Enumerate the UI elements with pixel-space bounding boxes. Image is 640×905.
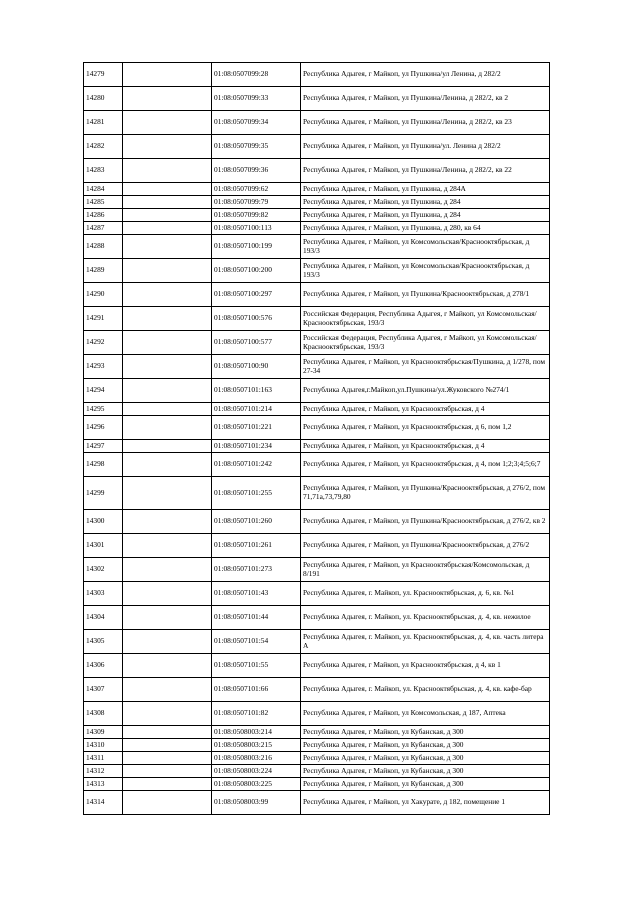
empty-cell <box>123 379 212 403</box>
document-page <box>83 62 546 815</box>
address: Республика Адыгея, г Майкоп, ул Кубанская, д 300 <box>301 726 550 739</box>
address: Республика Адыгея, г Майкоп, ул Кубанская, д 300 <box>301 778 550 791</box>
empty-cell <box>123 440 212 453</box>
table-row <box>84 222 550 235</box>
address: Республика Адыгея, г Майкоп, ул Краснооктябрьская/Пушкина, д 1/278, пом 27-34 <box>301 355 550 379</box>
empty-cell <box>123 702 212 726</box>
address: Республика Адыгея, г Майкоп, ул Краснооктябрьская, д 4 <box>301 403 550 416</box>
cadastral-number: 01:08:0507101:54 <box>212 630 301 654</box>
row-number: 14297 <box>84 440 123 453</box>
table-row <box>84 440 550 453</box>
row-number: 14303 <box>84 582 123 606</box>
table-row <box>84 752 550 765</box>
row-number: 14294 <box>84 379 123 403</box>
cadastral-number: 01:08:0507100:113 <box>212 222 301 235</box>
row-number: 14290 <box>84 283 123 307</box>
cadastral-number: 01:08:0507101:234 <box>212 440 301 453</box>
address: Республика Адыгея, г Майкоп, ул Краснооктябрьская, д 4, кв 1 <box>301 654 550 678</box>
table-row <box>84 765 550 778</box>
empty-cell <box>123 259 212 283</box>
address: Республика Адыгея, г. Майкоп, ул. Краснооктябрьская, д. 4, кв. нежилое <box>301 606 550 630</box>
cadastral-number: 01:08:0507101:82 <box>212 702 301 726</box>
cadastral-number: 01:08:0507101:55 <box>212 654 301 678</box>
cadastral-number: 01:08:0507099:62 <box>212 183 301 196</box>
table-row <box>84 477 550 510</box>
empty-cell <box>123 222 212 235</box>
table-row <box>84 355 550 379</box>
cadastral-number: 01:08:0508003:216 <box>212 752 301 765</box>
address: Республика Адыгея, г Майкоп, ул Пушкина/Ленина, д 282/2, кв 2 <box>301 87 550 111</box>
address: Республика Адыгея, г Майкоп, ул Комсомольская, д 187, Аптека <box>301 702 550 726</box>
cadastral-number: 01:08:0507101:260 <box>212 510 301 534</box>
empty-cell <box>123 87 212 111</box>
table-row <box>84 259 550 283</box>
address: Республика Адыгея, г Майкоп, ул Пушкина, д 284А <box>301 183 550 196</box>
table-row <box>84 379 550 403</box>
cadastral-number: 01:08:0507099:33 <box>212 87 301 111</box>
row-number: 14311 <box>84 752 123 765</box>
empty-cell <box>123 739 212 752</box>
cadastral-number: 01:08:0507101:242 <box>212 453 301 477</box>
empty-cell <box>123 778 212 791</box>
address: Республика Адыгея,г.Майкоп,ул.Пушкина/ул.Жуковского №274/1 <box>301 379 550 403</box>
empty-cell <box>123 678 212 702</box>
empty-cell <box>123 283 212 307</box>
table-row <box>84 678 550 702</box>
table-row <box>84 209 550 222</box>
row-number: 14282 <box>84 135 123 159</box>
row-number: 14285 <box>84 196 123 209</box>
cadastral-number: 01:08:0507101:66 <box>212 678 301 702</box>
address: Республика Адыгея, г Майкоп, ул Краснооктябрьская, д 4, пом 1;2;3;4;5;6;7 <box>301 453 550 477</box>
table-body <box>84 63 550 815</box>
address: Российская Федерация, Республика Адыгея, г Майкоп, ул Комсомольская/Краснооктябрьская, 193/3 <box>301 331 550 355</box>
table-row <box>84 403 550 416</box>
empty-cell <box>123 209 212 222</box>
cadastral-number: 01:08:0507101:43 <box>212 582 301 606</box>
empty-cell <box>123 765 212 778</box>
address: Республика Адыгея, г Майкоп, ул Пушкина/Краснооктябрьская, д 276/2 <box>301 534 550 558</box>
cadastral-number: 01:08:0507099:34 <box>212 111 301 135</box>
empty-cell <box>123 183 212 196</box>
table-row <box>84 582 550 606</box>
cadastral-number: 01:08:0507100:199 <box>212 235 301 259</box>
address: Республика Адыгея, г Майкоп, ул Пушкина/Ленина, д 282/2, кв 23 <box>301 111 550 135</box>
cadastral-number: 01:08:0507101:221 <box>212 416 301 440</box>
row-number: 14312 <box>84 765 123 778</box>
empty-cell <box>123 752 212 765</box>
row-number: 14309 <box>84 726 123 739</box>
address: Республика Адыгея, г Майкоп, ул Краснооктябрьская, д 6, пом 1,2 <box>301 416 550 440</box>
table-row <box>84 654 550 678</box>
address: Республика Адыгея, г Майкоп, ул Краснооктябрьская, д 4 <box>301 440 550 453</box>
address: Республика Адыгея, г. Майкоп, ул. Краснооктябрьская, д. 4, кв. кафе-бар <box>301 678 550 702</box>
row-number: 14302 <box>84 558 123 582</box>
table-row <box>84 606 550 630</box>
address: Республика Адыгея, г Майкоп, ул Пушкина, д 284 <box>301 209 550 222</box>
row-number: 14279 <box>84 63 123 87</box>
empty-cell <box>123 416 212 440</box>
address: Республика Адыгея, г. Майкоп, ул. Краснооктябрьская, д. 6, кв. №1 <box>301 582 550 606</box>
row-number: 14307 <box>84 678 123 702</box>
cadastral-number: 01:08:0507101:255 <box>212 477 301 510</box>
row-number: 14314 <box>84 791 123 815</box>
row-number: 14301 <box>84 534 123 558</box>
empty-cell <box>123 726 212 739</box>
row-number: 14306 <box>84 654 123 678</box>
row-number: 14291 <box>84 307 123 331</box>
cadastral-number: 01:08:0507101:273 <box>212 558 301 582</box>
empty-cell <box>123 630 212 654</box>
cadastral-number: 01:08:0507101:163 <box>212 379 301 403</box>
table-row <box>84 63 550 87</box>
row-number: 14310 <box>84 739 123 752</box>
table-row <box>84 726 550 739</box>
address: Республика Адыгея, г Майкоп, ул Кубанская, д 300 <box>301 765 550 778</box>
empty-cell <box>123 510 212 534</box>
row-number: 14295 <box>84 403 123 416</box>
cadastral-number: 01:08:0507100:576 <box>212 307 301 331</box>
table-row <box>84 111 550 135</box>
empty-cell <box>123 477 212 510</box>
empty-cell <box>123 63 212 87</box>
row-number: 14280 <box>84 87 123 111</box>
address: Республика Адыгея, г Майкоп, ул Пушкина/Краснооктябрьская, д 276/2, кв 2 <box>301 510 550 534</box>
empty-cell <box>123 534 212 558</box>
address: Республика Адыгея, г Майкоп, ул Пушкина/Ленина, д 282/2, кв 22 <box>301 159 550 183</box>
table-row <box>84 183 550 196</box>
row-number: 14292 <box>84 331 123 355</box>
table-row <box>84 702 550 726</box>
row-number: 14288 <box>84 235 123 259</box>
empty-cell <box>123 331 212 355</box>
empty-cell <box>123 111 212 135</box>
cadastral-number: 01:08:0507099:36 <box>212 159 301 183</box>
table-row <box>84 453 550 477</box>
address: Республика Адыгея, г Майкоп, ул Кубанская, д 300 <box>301 752 550 765</box>
table-row <box>84 510 550 534</box>
table-row <box>84 534 550 558</box>
empty-cell <box>123 654 212 678</box>
empty-cell <box>123 582 212 606</box>
empty-cell <box>123 159 212 183</box>
cadastral-number: 01:08:0507099:79 <box>212 196 301 209</box>
address: Республика Адыгея, г Майкоп, ул Комсомольская/Краснооктябрьская, д 193/3 <box>301 259 550 283</box>
cadastral-number: 01:08:0507100:297 <box>212 283 301 307</box>
row-number: 14296 <box>84 416 123 440</box>
row-number: 14286 <box>84 209 123 222</box>
cadastral-number: 01:08:0507101:214 <box>212 403 301 416</box>
table-row <box>84 159 550 183</box>
address: Республика Адыгея, г Майкоп, ул Пушкина/Краснооктябрьская, д 278/1 <box>301 283 550 307</box>
table-row <box>84 331 550 355</box>
cadastral-number: 01:08:0507101:44 <box>212 606 301 630</box>
table-row <box>84 196 550 209</box>
table-row <box>84 778 550 791</box>
row-number: 14289 <box>84 259 123 283</box>
empty-cell <box>123 135 212 159</box>
table-row <box>84 283 550 307</box>
address: Республика Адыгея, г Майкоп, ул Краснооктябрьская/Комсомольская, д 8/191 <box>301 558 550 582</box>
table-row <box>84 135 550 159</box>
cadastral-number: 01:08:0508003:99 <box>212 791 301 815</box>
cadastral-number: 01:08:0507099:28 <box>212 63 301 87</box>
empty-cell <box>123 558 212 582</box>
row-number: 14281 <box>84 111 123 135</box>
table-row <box>84 791 550 815</box>
address: Республика Адыгея, г Майкоп, ул Пушкина, д 284 <box>301 196 550 209</box>
address: Республика Адыгея, г Майкоп, ул Пушкина, д 280, кв 64 <box>301 222 550 235</box>
cadastral-number: 01:08:0508003:215 <box>212 739 301 752</box>
cadastral-number: 01:08:0507100:577 <box>212 331 301 355</box>
row-number: 14300 <box>84 510 123 534</box>
empty-cell <box>123 453 212 477</box>
empty-cell <box>123 307 212 331</box>
row-number: 14284 <box>84 183 123 196</box>
address: Республика Адыгея, г Майкоп, ул Хакурате, д 182, помещение 1 <box>301 791 550 815</box>
table-row <box>84 558 550 582</box>
cadastral-number: 01:08:0508003:214 <box>212 726 301 739</box>
row-number: 14293 <box>84 355 123 379</box>
row-number: 14298 <box>84 453 123 477</box>
cadastral-number: 01:08:0507100:90 <box>212 355 301 379</box>
empty-cell <box>123 355 212 379</box>
row-number: 14305 <box>84 630 123 654</box>
row-number: 14304 <box>84 606 123 630</box>
address: Республика Адыгея, г. Майкоп, ул. Краснооктябрьская, д. 4, кв. часть литера А <box>301 630 550 654</box>
table-row <box>84 416 550 440</box>
cadastral-table <box>83 62 550 815</box>
cadastral-number: 01:08:0508003:224 <box>212 765 301 778</box>
cadastral-number: 01:08:0507101:261 <box>212 534 301 558</box>
table-row <box>84 630 550 654</box>
empty-cell <box>123 196 212 209</box>
cadastral-number: 01:08:0507099:82 <box>212 209 301 222</box>
cadastral-number: 01:08:0507100:200 <box>212 259 301 283</box>
empty-cell <box>123 606 212 630</box>
address: Российская Федерация, Республика Адыгея, г Майкоп, ул Комсомольская/Краснооктябрьская, 193/3 <box>301 307 550 331</box>
empty-cell <box>123 791 212 815</box>
address: Республика Адыгея, г Майкоп, ул Комсомольская/Краснооктябрьская, д 193/3 <box>301 235 550 259</box>
address: Республика Адыгея, г Майкоп, ул Кубанская, д 300 <box>301 739 550 752</box>
table-row <box>84 235 550 259</box>
cadastral-number: 01:08:0508003:225 <box>212 778 301 791</box>
row-number: 14283 <box>84 159 123 183</box>
row-number: 14313 <box>84 778 123 791</box>
row-number: 14308 <box>84 702 123 726</box>
row-number: 14299 <box>84 477 123 510</box>
table-row <box>84 87 550 111</box>
address: Республика Адыгея, г Майкоп, ул Пушкина/Краснооктябрьская, д 276/2, пом 71,71а,73,79,80 <box>301 477 550 510</box>
table-row <box>84 307 550 331</box>
empty-cell <box>123 403 212 416</box>
cadastral-number: 01:08:0507099:35 <box>212 135 301 159</box>
table-row <box>84 739 550 752</box>
row-number: 14287 <box>84 222 123 235</box>
address: Республика Адыгея, г Майкоп, ул Пушкина/ул. Ленина д 282/2 <box>301 135 550 159</box>
address: Республика Адыгея, г Майкоп, ул Пушкина/ул Ленина, д 282/2 <box>301 63 550 87</box>
empty-cell <box>123 235 212 259</box>
